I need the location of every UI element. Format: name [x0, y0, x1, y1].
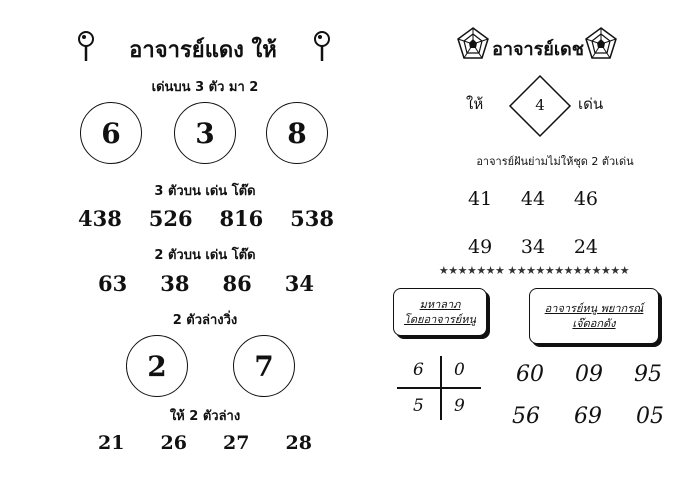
- right-subtitle: อาจารย์ฝันย่ามไม่ให้ชุด 2 ตัวเด่น: [476, 155, 634, 168]
- box-left-line: มหาลาภ: [419, 298, 461, 311]
- number: 27: [223, 432, 250, 454]
- digit-circle: 3: [174, 102, 236, 164]
- number: 44: [520, 188, 546, 210]
- number: 526: [148, 206, 193, 231]
- section1-label: เด่นบน 3 ตัว มา 2: [151, 80, 259, 95]
- hand-row-1: [516, 362, 662, 387]
- digit-circle: 8: [266, 102, 328, 164]
- grid-row-1: [468, 188, 598, 210]
- number: 24: [573, 236, 598, 258]
- pin-icon: [312, 30, 332, 62]
- spiderweb-icon: [455, 26, 491, 62]
- number: 56: [512, 404, 540, 429]
- prefix-label: ให้: [466, 95, 484, 113]
- number: 49: [468, 236, 493, 258]
- digit-circle: 6: [80, 102, 142, 164]
- cross-digit: 0: [454, 360, 465, 380]
- number: 09: [575, 362, 603, 387]
- number: 05: [636, 404, 664, 429]
- box-left-line: โดยอาจารย์หนู: [403, 313, 477, 326]
- number: 46: [573, 188, 598, 210]
- section4-label: 2 ตัวล่างวิ่ง: [172, 313, 238, 328]
- number: 86: [222, 271, 252, 296]
- cross-digit: 9: [454, 396, 465, 416]
- cross-digit: 6: [413, 360, 424, 380]
- box-right-line: เจ๊ดอกดัง: [572, 317, 616, 330]
- section5-numbers: [98, 432, 312, 454]
- cross-hline: [397, 387, 481, 389]
- section5-label: ให้ 2 ตัวล่าง: [169, 409, 241, 424]
- section3-numbers: [98, 271, 314, 296]
- pin-icon: [76, 30, 96, 62]
- grid-row-2: [468, 236, 598, 258]
- number: 34: [520, 236, 546, 258]
- digit-circle: 7: [233, 335, 295, 397]
- number: 816: [219, 206, 264, 231]
- number: 438: [78, 206, 122, 231]
- number: 26: [160, 432, 187, 454]
- suffix-label: เด่น: [578, 95, 604, 113]
- diamond-value: 4: [535, 96, 545, 114]
- number: 60: [516, 362, 544, 387]
- box-right-line: อาจารย์หนู พยากรณ์: [544, 302, 644, 315]
- number: 21: [98, 432, 125, 454]
- left-title: อาจารย์แดง ให้: [129, 38, 277, 63]
- cross-digit: 5: [413, 396, 424, 416]
- number: 34: [284, 271, 314, 296]
- right-title: อาจารย์เดช: [492, 39, 584, 60]
- box-left: [393, 288, 487, 336]
- number: 538: [290, 206, 334, 231]
- box-right: [529, 288, 659, 344]
- hand-row-2: [512, 404, 664, 429]
- section2-numbers: [78, 206, 334, 231]
- number: 69: [574, 404, 602, 429]
- number: 95: [634, 362, 662, 387]
- number: 28: [285, 432, 312, 454]
- number: 38: [160, 271, 190, 296]
- section3-label: 2 ตัวบน เด่น โต๊ด: [154, 248, 256, 263]
- number: 63: [98, 271, 128, 296]
- star-divider: ★★★★★★★ ★★★★★★★★★★★★★: [438, 264, 630, 277]
- spiderweb-icon: [583, 26, 619, 62]
- digit-circle: 2: [126, 335, 188, 397]
- section2-label: 3 ตัวบน เด่น โต๊ด: [154, 184, 256, 199]
- number: 41: [468, 188, 493, 210]
